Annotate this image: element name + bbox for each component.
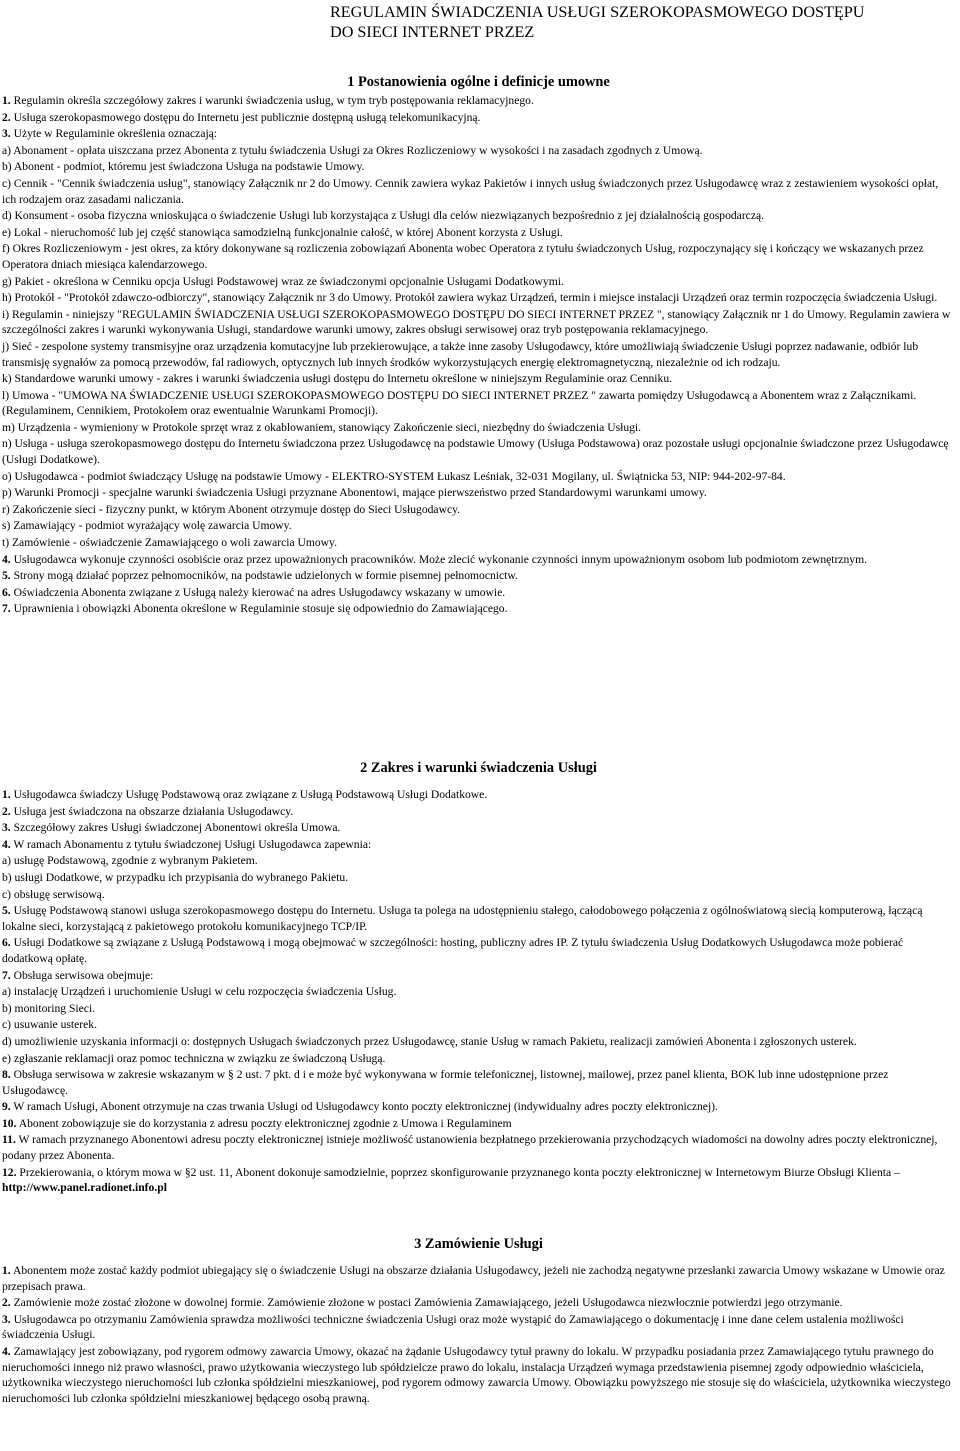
paragraph: [2, 1017, 955, 1033]
paragraph-text: r) Zakończenie sieci - fizyczny punkt, w którym Abonent otrzymuje dostęp do Sieci Usługodawcy.: [2, 502, 461, 516]
paragraph-number: 1.: [2, 1264, 11, 1277]
section-block: [2, 787, 955, 1197]
paragraph: [2, 804, 955, 820]
paragraph-text: i) Regulamin - niniejszy "REGULAMIN ŚWIADCZENIA USŁUGI SZEROKOPASMOWEGO DOSTĘPU DO SIECI INTERNET PRZEZ ", stanowiący Załącznik nr 1 do Umowy. Regulamin zawiera w szczególności zakres i warunki wykonywania Usługi, standardowe warunki umowy, zakres obsługi serwisowej oraz tryb postępowania reklamacyjnego.: [2, 307, 951, 337]
paragraph-text: W ramach Abonamentu z tytułu świadczonej Usługi Usługodawca zapewnia:: [10, 837, 372, 851]
paragraph: [2, 241, 955, 272]
paragraph: [2, 1067, 955, 1098]
paragraph-text: o) Usługodawca - podmiot świadczący Usługę na podstawie Umowy - ELEKTRO-SYSTEM Łukasz Leśniak, 32-031 Mogilany, ul. Świątnicka 53, NIP: 944-202-97-84.: [2, 469, 786, 483]
paragraph-text: Abonent zobowiązuje sie do korzystania z adresu poczty elektronicznej zgodnie z Umowa i Regulaminem: [16, 1116, 512, 1130]
paragraph-number: 6.: [2, 585, 11, 599]
paragraph-number: 2.: [2, 1296, 11, 1310]
paragraph-text: Obsługa serwisowa w zakresie wskazanym w § 2 ust. 7 pkt. d i e może być wykonywana w formie telefonicznej, listownej, mailowej, przez panel klienta, BOK lub inne udostępnione przez Usługodawcę.: [2, 1068, 889, 1097]
paragraph-text: a) Abonament - opłata uiszczana przez Abonenta z tytułu świadczenia Usługi za Okres Rozliczeniowy w wysokości i na zasadach zgodnych z Umową.: [2, 143, 703, 157]
paragraph-text: e) zgłaszanie reklamacji oraz pomoc techniczna w związku ze świadczoną Usługą.: [2, 1051, 386, 1065]
paragraph: [2, 225, 955, 241]
paragraph: [2, 388, 955, 419]
paragraph-text: Usługodawca wykonuje czynności osobiście oraz przez upoważnionych pracowników. Może zlecić wykonanie czynności innym upoważnionym osobom lub podmiotom zewnętrznym.: [10, 552, 868, 566]
paragraph-text: Uprawnienia i obowiązki Abonenta określone w Regulaminie stosuje się odpowiednio do Zamawiającego.: [10, 602, 508, 616]
paragraph: [2, 935, 955, 966]
paragraph: [2, 436, 955, 467]
paragraph-number: 4.: [2, 837, 11, 851]
paragraph: [2, 968, 955, 984]
paragraph-number: 7.: [2, 968, 11, 982]
paragraph-text: p) Warunki Promocji - specjalne warunki świadczenia Usługi przyznane Abonentowi, mające pierwszeństwo przed Standardowymi warunkami umowy.: [2, 486, 707, 500]
document-title: [330, 2, 960, 42]
paragraph: [2, 887, 955, 903]
paragraph-number: 8.: [2, 1068, 11, 1082]
paragraph-number: 5.: [2, 904, 11, 918]
paragraph-number: 3.: [2, 1312, 11, 1326]
paragraph: [2, 371, 955, 387]
paragraph-number: 11.: [2, 1133, 16, 1147]
paragraph-number: 3.: [2, 127, 11, 141]
paragraph: [2, 176, 955, 207]
paragraph-number: 10.: [2, 1116, 17, 1130]
paragraph: [2, 1001, 955, 1017]
paragraph-text: Usługa jest świadczona na obszarze działania Usługodawcy.: [10, 804, 294, 818]
paragraph-text: b) Abonent - podmiot, któremu jest świadczona Usługa na podstawie Umowy.: [2, 160, 365, 174]
paragraph-number: 9.: [2, 1100, 11, 1114]
paragraph: [2, 208, 955, 224]
paragraph-number: 12.: [2, 1165, 17, 1179]
paragraph: [2, 568, 955, 584]
section-block: [2, 93, 955, 618]
paragraph: [2, 1263, 955, 1294]
paragraph-text: n) Usługa - usługa szerokopasmowego dostępu do Internetu świadczona przez Usługodawcę na podstawie Umowy (Usługa Podstawowa) oraz pozostałe usługi opcjonalnie świadczone przez Usługodawcę (Usługi Dodatkowe).: [2, 437, 949, 467]
paragraph-text: h) Protokół - "Protokół zdawczo-odbiorczy", stanowiący Załącznik nr 3 do Umowy. Protokół zawiera wykaz Urządzeń, termin i miejsce instalacji Urządzeń oraz termin rozpoczęcia świadczenia Usługi.: [2, 291, 938, 305]
title-line-2: DO SIECI INTERNET PRZEZ: [330, 23, 535, 41]
paragraph-text: Zamawiający jest zobowiązany, pod rygorem odmowy zawarcia Umowy, okazać na żądanie Usługodawcy tytuł prawny do lokalu. W przypadku posiadania przez Zamawiającego tytułu prawnego do nieruchomości innego niż prawo własności, prawo użytkowania wieczystego lub spółdzielcze prawo do lokalu, instalacja Urządzeń wymaga przedstawienia pisemnej zgody odpowiednio właściciela, użytkownika wieczystego nieruchomości lub członka spółdzielni mieszkaniowej, pod rygorem odmowy zawarcia Umowy. Obowiązku powyższego nie stosuje się do właściciela, użytkownika wieczystego nieruchomości lub członka spółdzielni mieszkaniowej będącego osobą prawną.: [2, 1344, 951, 1405]
paragraph-text: Obsługa serwisowa obejmuje:: [10, 968, 154, 982]
paragraph-text: W ramach przyznanego Abonentowi adresu poczty elektronicznej istnieje możliwość ustanowienia bezpłatnego przekierowania przychodzących wiadomości na dowolny adres poczty elektronicznej, podany przez Abonenta.: [2, 1133, 938, 1163]
paragraph: [2, 143, 955, 159]
paragraph-number: 2.: [2, 110, 11, 124]
paragraph-text: a) instalację Urządzeń i uruchomienie Usługi w celu rozpoczęcia świadczenia Usług.: [2, 985, 397, 999]
paragraph: [2, 1051, 955, 1067]
paragraph-text: j) Sieć - zespolone systemy transmisyjne oraz urządzenia komutacyjne lub przekierowujące, a także inne zasoby Usługodawcy, które umożliwiają świadczenie Usługi poprzez nadawanie, odbiór lub transmisję sygnałów za pomocą przewodów, fal radiowych, optycznych lub innych środków wykorzystujących energię elektromagnetyczną, niezależnie od ich rodzaju.: [2, 339, 919, 369]
paragraph: [2, 1116, 955, 1132]
section-heading: 1 Postanowienia ogólne i definicje umowne: [347, 74, 610, 90]
paragraph: [2, 903, 955, 934]
paragraph-text: a) usługę Podstawową, zgodnie z wybranym Pakietem.: [2, 854, 258, 868]
paragraph: [2, 290, 955, 306]
paragraph-text: m) Urządzenia - wymieniony w Protokole sprzęt wraz z okablowaniem, stanowiący Zakończenie sieci, niezbędny do świadczenia Usługi.: [2, 420, 642, 434]
paragraph-number: 3.: [2, 821, 11, 835]
paragraph: [2, 502, 955, 518]
section-heading: 2 Zakres i warunki świadczenia Usługi: [360, 760, 597, 776]
paragraph-number: 2.: [2, 804, 11, 818]
paragraph-text: Usługę Podstawową stanowi usługa szerokopasmowego dostępu do Internetu. Usługa ta polega na udostępnieniu stałego, całodobowego połączenia z ogólnoświatową siecią komputerową, łączącą lokalne sieci, korzystającą z pakietowego protokołu komunikacyjnego TCP/IP.: [2, 904, 923, 933]
paragraph-text: Przekierowania, o którym mowa w §2 ust. 11, Abonent dokonuje samodzielnie, poprzez skonfigurowanie przyznanego konta poczty elektronicznej w Internetowym Biurze Obsługi Klienta –: [16, 1165, 900, 1179]
paragraph: [2, 159, 955, 175]
paragraph: [2, 1312, 955, 1343]
paragraph-text: c) obsługę serwisową.: [2, 887, 105, 901]
paragraph: [2, 339, 955, 370]
paragraph-number: 6.: [2, 936, 11, 950]
paragraph: [2, 984, 955, 1000]
paragraph: [2, 870, 955, 886]
paragraph-text: Zamówienie może zostać złożone w dowolnej formie. Zamówienie złożone w postaci Zamówienia Zamawiającego, jeżeli Usługodawca niezwłocznie potwierdzi jego otrzymanie.: [10, 1296, 843, 1310]
paragraph-text: t) Zamówienie - oświadczenie Zamawiającego o woli zawarcia Umowy.: [2, 536, 338, 550]
paragraph-text: l) Umowa - "UMOWA NA ŚWIADCZENIE USŁUGI SZEROKOPASMOWEGO DOSTĘPU DO SIECI INTERNET PRZEZ " zawarta pomiędzy Usługodawcą a Abonentem wraz z Załącznikami. (Regulaminem, Cennikiem, Protokołem oraz ewentualnie Warunkami Promocji).: [2, 388, 917, 418]
paragraph-text: W ramach Usługi, Abonent otrzymuje na czas trwania Usługi od Usługodawcy konto poczty elektronicznej (indywidualny adres poczty elektronicznej).: [10, 1100, 718, 1114]
paragraph-number: 7.: [2, 602, 11, 616]
paragraph: [2, 274, 955, 290]
paragraph-text: f) Okres Rozliczeniowym - jest okres, za który dokonywane są rozliczenia zobowiązań Abonenta wobec Operatora z tytułu świadczonych Usług, rozpoczynający się i kończący we wskazanych przez Operatora dniach miesiąca kalendarzowego.: [2, 242, 924, 271]
paragraph: [2, 820, 955, 836]
title-line-1: REGULAMIN ŚWIADCZENIA USŁUGI SZEROKOPASMOWEGO DOSTĘPU: [330, 3, 865, 21]
paragraph-text: Szczegółowy zakres Usługi świadczonej Abonentowi określa Umowa.: [10, 821, 341, 835]
paragraph: [2, 1132, 955, 1163]
paragraph: [2, 126, 955, 142]
paragraph-text: b) usługi Dodatkowe, w przypadku ich przypisania do wybranego Pakietu.: [2, 870, 349, 884]
paragraph-number: 1.: [2, 94, 11, 107]
paragraph: [2, 787, 955, 803]
paragraph-number: 5.: [2, 569, 11, 583]
paragraph-text: g) Pakiet - określona w Cenniku opcja Usługi Podstawowej wraz ze świadczonymi opcjonalnie Usługami Dodatkowymi.: [2, 274, 564, 288]
paragraph-text: Strony mogą działać poprzez pełnomocników, na podstawie udzielonych w formie pisemnej pełnomocnictw.: [10, 569, 518, 583]
paragraph-text: d) umożliwienie uzyskania informacji o: dostępnych Usługach świadczonych przez Usługodawcę, stanie Usług w ramach Pakietu, realizacji zamówień Abonenta i zgłoszonych usterek.: [2, 1034, 857, 1048]
paragraph: [2, 518, 955, 534]
paragraph: [2, 469, 955, 485]
paragraph: [2, 485, 955, 501]
paragraph: [2, 1295, 955, 1311]
section-block: [2, 1263, 955, 1407]
paragraph: [2, 552, 955, 568]
paragraph-text: Abonentem może zostać każdy podmiot ubiegający się o świadczenie Usługi na obszarze działania Usługodawcy, jeżeli nie zachodzą negatywne przesłanki zawarcia Umowy wskazane w Umowie oraz przepisach prawa.: [2, 1264, 945, 1293]
paragraph-text: Użyte w Regulaminie określenia oznaczają:: [10, 127, 218, 141]
paragraph-number: 4.: [2, 552, 11, 566]
paragraph-text: c) usuwanie usterek.: [2, 1018, 97, 1032]
paragraph: [2, 601, 955, 617]
paragraph: [2, 837, 955, 853]
paragraph-text: c) Cennik - "Cennik świadczenia usług", stanowiący Załącznik nr 2 do Umowy. Cennik zawiera wykaz Pakietów i innych usług świadczonych przez Usługodawcę wraz z zestawieniem wysokości opłat, ich rodzajem oraz zasadami naliczania.: [2, 176, 939, 206]
paragraph-text: b) monitoring Sieci.: [2, 1001, 96, 1015]
panel-link[interactable]: http://www.panel.radionet.info.pl: [2, 1181, 167, 1195]
paragraph-text: Regulamin określa szczegółowy zakres i warunki świadczenia usług, w tym tryb postępowania reklamacyjnego.: [10, 94, 534, 107]
paragraph-text: Usługodawca świadczy Usługę Podstawową oraz związane z Usługą Podstawową Usługi Dodatkowe.: [10, 788, 488, 801]
paragraph-text: s) Zamawiający - podmiot wyrażający wolę zawarcia Umowy.: [2, 519, 292, 533]
paragraph-text: Usługodawca po otrzymaniu Zamówienia sprawdza możliwości techniczne świadczenia Usługi oraz może wystąpić do Zamawiającego o dokumentację i inne dane celem ustalenia możliwości świadczenia Usługi.: [2, 1312, 904, 1342]
paragraph: [2, 420, 955, 436]
paragraph: [2, 93, 955, 109]
paragraph: [2, 1034, 955, 1050]
paragraph: [2, 535, 955, 551]
paragraph: [2, 1099, 955, 1115]
paragraph-number: 4.: [2, 1344, 11, 1358]
paragraph: [2, 1344, 955, 1406]
paragraph-text: k) Standardowe warunki umowy - zakres i warunki świadczenia usługi dostępu do Internetu określone w niniejszym Regulaminie oraz Cenniku.: [2, 372, 673, 386]
paragraph: [2, 853, 955, 869]
paragraph: [2, 1165, 955, 1196]
paragraph: [2, 585, 955, 601]
paragraph-text: Usługi Dodatkowe są związane z Usługą Podstawową i mogą obejmować w szczególności: hosting, publiczny adres IP. Z tytułu świadczenia Usług Dodatkowych Usługodawca może pobierać dodatkową opłatę.: [2, 936, 904, 965]
paragraph-text: Oświadczenia Abonenta związane z Usługą należy kierować na adres Usługodawcy wskazany w umowie.: [10, 585, 506, 599]
paragraph-text: e) Lokal - nieruchomość lub jej część stanowiąca samodzielną funkcjonalnie całość, w której Abonent korzysta z Usługi.: [2, 225, 563, 239]
paragraph-text: d) Konsument - osoba fizyczna wnioskująca o świadczenie Usługi lub korzystająca z Usługi dla celów niezwiązanych bezpośrednio z jej działalnością gospodarczą.: [2, 209, 765, 223]
paragraph: [2, 110, 955, 126]
paragraph-text: Usługa szerokopasmowego dostępu do Internetu jest publicznie dostępną usługą telekomunikacyjną.: [10, 110, 481, 124]
section-heading: 3 Zamówienie Usługi: [414, 1236, 543, 1252]
paragraph: [2, 307, 955, 338]
paragraph-number: 1.: [2, 788, 11, 801]
